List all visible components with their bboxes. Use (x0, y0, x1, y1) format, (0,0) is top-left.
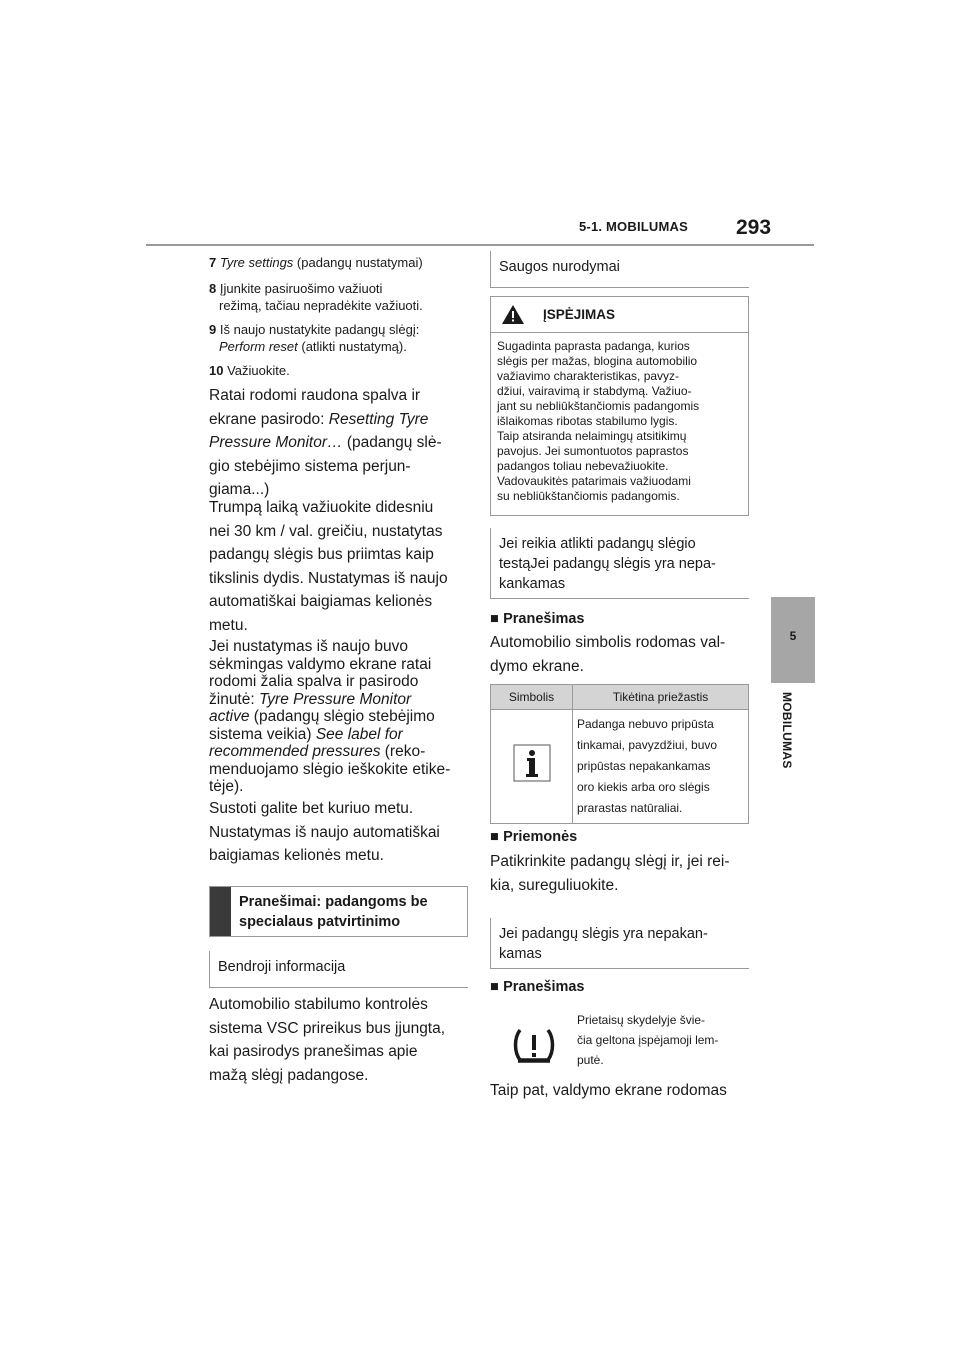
lamp-description: Prietaisų skydelyje švie- čia geltona įspėjamoji lem- putė. (577, 1013, 719, 1067)
safety-heading: Saugos nurodymai (490, 251, 749, 288)
step-10: 10 Važiuokite. (209, 363, 290, 378)
bullet-measures: ■ Priemonės (490, 829, 578, 845)
check-paragraph: Patikrinkite padangų slėgį ir, jei rei- kia, sureguliuokite. (490, 853, 730, 894)
warning-header (491, 297, 748, 333)
pressure-test-heading: Jei reikia atlikti padangų slėgio testąJei padangų slėgis yra nepa- kankamas (490, 528, 749, 599)
header-divider (146, 244, 814, 246)
section-heading-bar (210, 887, 231, 936)
bullet-message-2: ■ Pranešimas (490, 979, 585, 995)
table-icon-cell (491, 710, 573, 824)
table-header-symbol: Simbolis (491, 685, 573, 710)
chapter-label: MOBILUMAS (780, 692, 794, 769)
warning-box (490, 296, 749, 516)
info-icon (513, 744, 551, 782)
general-info-heading: Bendroji informacija (209, 951, 468, 988)
low-pressure-heading: Jei padangų slėgis yra nepakan- kamas (490, 918, 749, 969)
bullet-message-1: ■ Pranešimas (490, 611, 585, 627)
section-title: 5-1. MOBILUMAS (579, 219, 688, 234)
symbol-paragraph: Automobilio simbolis rodomas val- dymo ekrane. (490, 634, 726, 675)
symbol-table (490, 684, 749, 824)
reset-paragraph: Ratai rodomi raudona spalva ir ekrane pasirodo: Resetting Tyre Pressure Monitor… (padangų slė- gio stebėjimo sistema perjun- giama...) (209, 387, 442, 498)
section-heading: Pranešimai: padangoms be specialaus patvirtinimo (239, 894, 428, 930)
table-cause-cell: Padanga nebuvo pripūsta tinkamai, pavyzdžiui, buvo pripūstas nepakankamas oro kiekis arba oro slėgis prarastas natūraliai. (573, 710, 749, 824)
section-heading-box (209, 886, 468, 937)
tire-pressure-warning-icon (512, 1026, 556, 1066)
chapter-number: 5 (789, 629, 797, 643)
success-paragraph: Jei nustatymas iš naujo buvo sėkmingas valdymo ekrane ratai rodomi žalia spalva ir pasirodo žinutė: Tyre Pressure Monitor active (padangų slėgio stebėjimo sistema veikia) See label for recommended pressures (reko- menduojamo slėgio ieškokite etike- tėje). (209, 638, 451, 795)
page-number: 293 (736, 216, 772, 239)
stop-paragraph: Sustoti galite bet kuriuo metu. Nustatymas iš naujo automatiškai baigiamas kelionės metu. (209, 800, 440, 864)
table-header-cause: Tikėtina priežastis (573, 685, 749, 710)
warning-triangle-icon (501, 304, 525, 325)
step-7: 7 Tyre settings (padangų nustatymai) (209, 255, 423, 270)
table-row (491, 710, 749, 824)
warning-title: ĮSPĖJIMAS (543, 307, 616, 322)
vsc-paragraph: Automobilio stabilumo kontrolės sistema VSC prireikus bus įjungta, kai pasirodys pranešimas apie mažą slėgį padangose. (209, 996, 446, 1084)
step-8: 8 Įjunkite pasiruošimo važiuoti režimą, tačiau nepradėkite važiuoti. (209, 281, 423, 313)
step-9: 9 Iš naujo nustatykite padangų slėgį: Perform reset (atlikti nustatymą). (209, 322, 420, 354)
closing-paragraph: Taip pat, valdymo ekrane rodomas (490, 1082, 727, 1099)
drive-paragraph: Trumpą laiką važiuokite didesniu nei 30 km / val. greičiu, nustatytas padangų slėgis bus priimtas kaip tikslinis dydis. Nustatymas iš naujo automatiškai baigiamas kelionės metu. (209, 499, 448, 634)
warning-text: Sugadinta paprasta padanga, kurios slėgis per mažas, blogina automobilio važiavimo charakteristikas, pavyz- džiui, vairavimą ir stabdymą. Važiuo- jant su nebliūkštančiomis padangomis išlaikomas ribotas stabilumo lygis. Taip atsiranda nelaimingų atsitikimų pavojus. Jei sumontuotos paprastos padangos toliau nebevažiuokite. Vadovaukitės patarimais važiuodami su nebliūkštančiomis padangomis. (497, 339, 700, 503)
